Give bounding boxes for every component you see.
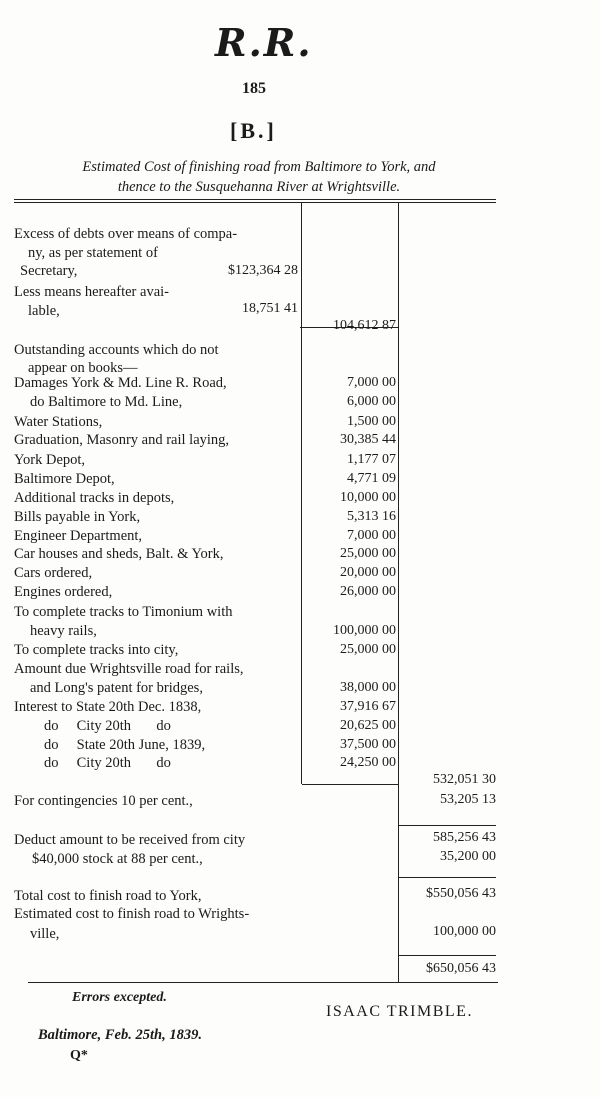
row-engines-ordered: Engines ordered, — [14, 584, 113, 600]
sum-rule-1 — [399, 825, 496, 826]
amount-interest-city-june: 24,250 00 — [340, 755, 396, 770]
row-appear-on-books: appear on books— — [28, 360, 138, 376]
top-rule-2 — [14, 202, 496, 203]
row-ville: ville, — [30, 926, 60, 942]
row-contingencies: For contingencies 10 per cent., — [14, 793, 193, 809]
amount-graduation: 30,385 44 — [340, 432, 396, 447]
row-excess-2: ny, as per statement of — [28, 245, 158, 261]
row-water-stations: Water Stations, — [14, 414, 103, 430]
amount-water-stations: 1,500 00 — [347, 414, 396, 429]
amount-york-depot: 1,177 07 — [347, 452, 396, 467]
amount-interest-state-dec: 37,916 67 — [340, 699, 396, 714]
page-number: 185 — [242, 80, 266, 97]
row-baltimore-depot: Baltimore Depot, — [14, 471, 115, 487]
sum-rule-3 — [399, 955, 496, 956]
row-secretary: Secretary, — [20, 263, 78, 279]
amount-cars-ordered: 20,000 00 — [340, 565, 396, 580]
row-outstanding: Outstanding accounts which do not — [14, 342, 219, 358]
row-secretary-amount: $123,364 28 — [228, 263, 298, 278]
row-longs-patent: and Long's patent for bridges, — [30, 680, 203, 696]
row-timonium: To complete tracks to Timonium with — [14, 604, 233, 620]
amount-interest-state-june: 37,500 00 — [340, 737, 396, 752]
row-engineer-dept: Engineer Department, — [14, 528, 143, 544]
section-label: [B.] — [230, 118, 277, 143]
row-total-york: Total cost to finish road to York, — [14, 888, 202, 904]
signature: ISAAC TRIMBLE. — [326, 1003, 473, 1020]
row-york-depot: York Depot, — [14, 452, 86, 468]
amount-tracks-city: 25,000 00 — [340, 642, 396, 657]
bottom-rule — [28, 982, 498, 983]
row-additional-tracks: Additional tracks in depots, — [14, 490, 175, 506]
amount-bills-payable: 5,313 16 — [347, 509, 396, 524]
row-damages-york: Damages York & Md. Line R. Road, — [14, 375, 227, 391]
amount-longs-patent: 38,000 00 — [340, 680, 396, 695]
row-estimated-wrightsville: Estimated cost to finish road to Wrights- — [14, 906, 250, 922]
initials-mark: R.R. — [215, 20, 313, 65]
row-interest-city-dec: do City 20th do — [44, 718, 171, 734]
row-car-houses: Car houses and sheds, Balt. & York, — [14, 546, 224, 562]
amount-car-houses: 25,000 00 — [340, 546, 396, 561]
amount-heavy-rails: 100,000 00 — [333, 623, 396, 638]
row-interest-state-june: do State 20th June, 1839, — [44, 737, 206, 753]
amount-damages-balt: 6,000 00 — [347, 394, 396, 409]
errors-excepted: Errors excepted. — [72, 990, 167, 1005]
row-net-amount: 104,612 87 — [333, 318, 396, 333]
row-excess-1: Excess of debts over means of compa- — [14, 226, 238, 242]
row-graduation: Graduation, Masonry and rail laying, — [14, 432, 230, 448]
amount-baltimore-depot: 4,771 09 — [347, 471, 396, 486]
title-line-2: thence to the Susquehanna River at Wrightsville. — [117, 179, 401, 195]
top-rule — [14, 199, 496, 200]
row-deduct: Deduct amount to be received from city — [14, 832, 246, 848]
footer-mark: Q* — [70, 1048, 88, 1063]
row-lable-amount: 18,751 41 — [242, 301, 298, 316]
row-damages-balt: do Baltimore to Md. Line, — [30, 394, 183, 410]
column-line-2 — [398, 203, 399, 982]
document-title — [14, 157, 504, 197]
row-interest-state-dec: Interest to State 20th Dec. 1838, — [14, 699, 202, 715]
row-interest-city-june: do City 20th do — [44, 755, 171, 771]
row-heavy-rails: heavy rails, — [30, 623, 97, 639]
amount-sum: 585,256 43 — [433, 830, 496, 845]
row-wrightsville-due: Amount due Wrightsville road for rails, — [14, 661, 244, 677]
amount-engines-ordered: 26,000 00 — [340, 584, 396, 599]
column-total-rule — [302, 784, 398, 785]
title-line-1: Estimated Cost of finishing road from Baltimore to York, and — [82, 159, 436, 175]
row-stock: $40,000 stock at 88 per cent., — [32, 851, 203, 867]
amount-interest-city-dec: 20,625 00 — [340, 718, 396, 733]
row-bills-payable: Bills payable in York, — [14, 509, 141, 525]
amount-wrightsville: 100,000 00 — [433, 924, 496, 939]
amount-grand-total: $650,056 43 — [426, 961, 496, 976]
amount-additional-tracks: 10,000 00 — [340, 490, 396, 505]
amount-engineer-dept: 7,000 00 — [347, 528, 396, 543]
dateline: Baltimore, Feb. 25th, 1839. — [38, 1027, 202, 1043]
amount-subtotal: 532,051 30 — [433, 772, 496, 787]
amount-stock: 35,200 00 — [440, 849, 496, 864]
sum-rule-2 — [399, 877, 496, 878]
row-cars-ordered: Cars ordered, — [14, 565, 93, 581]
row-lable: lable, — [28, 303, 60, 319]
row-tracks-city: To complete tracks into city, — [14, 642, 179, 658]
amount-total-york: $550,056 43 — [426, 886, 496, 901]
row-less-means: Less means hereafter avai- — [14, 284, 169, 300]
amount-damages-york: 7,000 00 — [347, 375, 396, 390]
amount-contingencies: 53,205 13 — [440, 792, 496, 807]
